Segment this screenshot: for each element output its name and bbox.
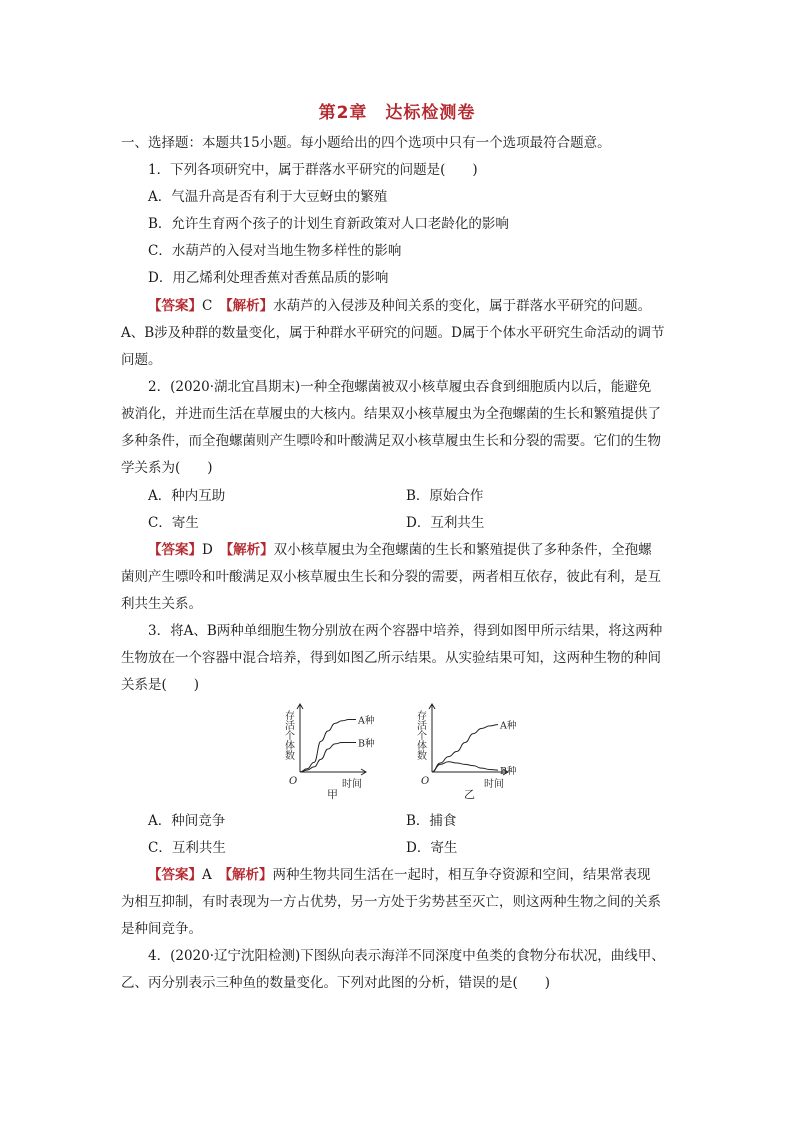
series-line-a [300, 720, 356, 772]
q2-answer: D [202, 542, 213, 558]
page-title: 第2章 达标检测卷 [318, 103, 476, 123]
q1-option-d: D．用乙烯利处理香蕉对香蕉品质的影响 [148, 270, 389, 286]
y-axis-label: 存活个体数 [414, 710, 426, 760]
q1-option-b: B．允许生育两个孩子的计划生育新政策对人口老龄化的影响 [148, 216, 509, 232]
series-line-a [432, 725, 498, 772]
q2-options-row-2 [148, 514, 485, 532]
q3-analysis-3: 是种间竞争。 [121, 921, 202, 937]
chart-title: 乙 [464, 788, 475, 801]
q2-analysis-3: 利共生关系。 [121, 596, 202, 612]
series-label-b: B种 [500, 766, 517, 778]
q2-options-row-1 [148, 487, 484, 505]
x-axis-label: 时间 [342, 779, 362, 790]
q3-analysis-1: 两种生物共同生活在一起时，相互争夺资源和空间，结果常表现 [272, 867, 651, 883]
q1-stem: 1．下列各项研究中，属于群落水平研究的问题是( ) [148, 162, 478, 178]
q1-option-c: C．水葫芦的入侵对当地生物多样性的影响 [148, 243, 402, 259]
figure-yi [408, 698, 538, 802]
q1-option-a: A．气温升高是否有利于大豆蚜虫的繁殖 [148, 189, 388, 205]
q3-answer-line [148, 866, 651, 884]
q4-stem-1: 4．(2020·辽宁沈阳检测)下图纵向表示海洋不同深度中鱼类的食物分布状况，曲线甲、 [148, 948, 665, 964]
series-line-b [300, 743, 356, 772]
analysis-tag: 【解析】 [226, 542, 274, 558]
q3-options-row-1 [148, 812, 457, 830]
q1-analysis-3: 问题。 [121, 352, 162, 368]
q2-answer-line [148, 541, 652, 559]
analysis-tag: 【解析】 [225, 298, 274, 314]
answer-tag: 【答案】 [148, 867, 202, 883]
q3-option-d: D．寄生 [406, 840, 458, 856]
q3-stem-3: 关系是( ) [121, 677, 200, 693]
q4-stem-2: 乙、丙分别表示三种鱼的数量变化。下列对此图的分析，错误的是( ) [121, 975, 551, 991]
series-label-a: A种 [358, 715, 375, 727]
q2-stem-2: 被消化，并进而生活在草履虫的大核内。结果双小核草履虫为全孢螺菌的生长和繁殖提供了 [121, 406, 661, 422]
figure-jia [276, 698, 396, 802]
series-line-b [432, 762, 498, 772]
q2-option-a: A．种内互助 [148, 488, 226, 504]
answer-tag: 【答案】 [148, 542, 202, 558]
q1-answer: C [202, 298, 213, 314]
q2-analysis-2: 菌则产生嘌呤和叶酸满足双小核草履虫生长和分裂的需要，两者相互依存，彼此有利，是互 [121, 569, 661, 585]
section-heading: 一、选择题：本题共15小题。每小题给出的四个选项中只有一个选项最符合题意。 [121, 135, 611, 151]
q2-option-c: C．寄生 [148, 515, 199, 531]
q3-stem-1: 3．将A、B两种单细胞生物分别放在两个容器中培养，得到如图甲所示结果，将这两种 [148, 623, 663, 639]
q3-stem-2: 生物放在一个容器中混合培养，得到如图乙所示结果。从实验结果可知，这两种生物的种间 [121, 650, 661, 666]
analysis-tag: 【解析】 [225, 867, 273, 883]
series-label-a: A种 [500, 720, 517, 732]
q2-stem-1: 2．(2020·湖北宜昌期末)一种全孢螺菌被双小核草履虫吞食到细胞质内以后，能避免 [148, 379, 652, 395]
q2-option-b: B．原始合作 [406, 488, 484, 504]
q3-option-c: C．互利共生 [148, 840, 226, 856]
q2-analysis-1: 双小核草履虫为全孢螺菌的生长和繁殖提供了多种条件，全孢螺 [273, 542, 652, 558]
q3-option-b: B．捕食 [406, 813, 457, 829]
q2-option-d: D．互利共生 [406, 515, 485, 531]
x-axis-label: 时间 [484, 779, 504, 790]
q3-options-row-2 [148, 839, 458, 857]
q3-analysis-2: 为相互抑制，有时表现为一方占优势，另一方处于劣势甚至灭亡，则这两种生物之间的关系 [121, 894, 661, 910]
y-axis-label: 存活个体数 [282, 710, 294, 760]
q3-option-a: A．种间竞争 [148, 813, 226, 829]
q3-answer: A [202, 867, 212, 883]
q1-analysis-1: 水葫芦的入侵涉及种间关系的变化，属于群落水平研究的问题。 [273, 298, 652, 314]
answer-tag: 【答案】 [148, 298, 202, 314]
q2-stem-4: 学关系为( ) [121, 460, 213, 476]
q1-analysis-2: A、B涉及种群的数量变化，属于种群水平研究的问题。D属于个体水平研究生命活动的调节 [121, 325, 665, 341]
series-label-b: B种 [358, 738, 375, 750]
origin-label: O [421, 776, 430, 787]
q2-stem-3: 多种条件，而全孢螺菌则产生嘌呤和叶酸满足双小核草履虫生长和分裂的需要。它们的生物 [121, 433, 661, 449]
q1-answer-line [148, 297, 651, 315]
chart-title: 甲 [327, 788, 338, 801]
origin-label: O [289, 776, 298, 787]
